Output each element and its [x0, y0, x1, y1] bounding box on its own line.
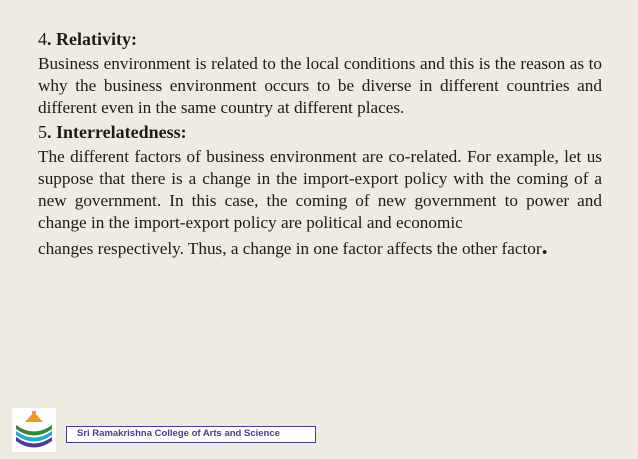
section-body-last-line: changes respectively. Thus, a change in one factor affects the other factor	[38, 239, 542, 258]
section-body-interrelatedness: The different factors of business environment are co-related. For example, let us suppose that there is a change in the import-export policy with the coming of a new government. In this case, the coming of new government to power and change in the import-export policy are political and economic	[38, 147, 602, 232]
college-name: Sri Ramakrishna College of Arts and Science	[77, 428, 280, 439]
section-heading-relativity	[38, 28, 602, 50]
section-body-interrelatedness-end	[38, 234, 602, 260]
slide-content	[38, 28, 602, 260]
section-title: . Interrelatedness:	[47, 122, 187, 142]
section-number: 5	[38, 122, 47, 142]
end-mark: .	[541, 234, 548, 260]
section-number: 4	[38, 29, 47, 49]
college-emblem-icon	[12, 408, 56, 452]
section-body-relativity: Business environment is related to the local conditions and this is the reason as to why the business environment occurs to be diverse in different countries and different even in the same country at different places.	[38, 54, 602, 117]
section-title: . Relativity:	[47, 29, 137, 49]
college-name-banner	[66, 426, 316, 443]
section-heading-interrelatedness	[38, 121, 602, 143]
footer	[12, 408, 312, 448]
